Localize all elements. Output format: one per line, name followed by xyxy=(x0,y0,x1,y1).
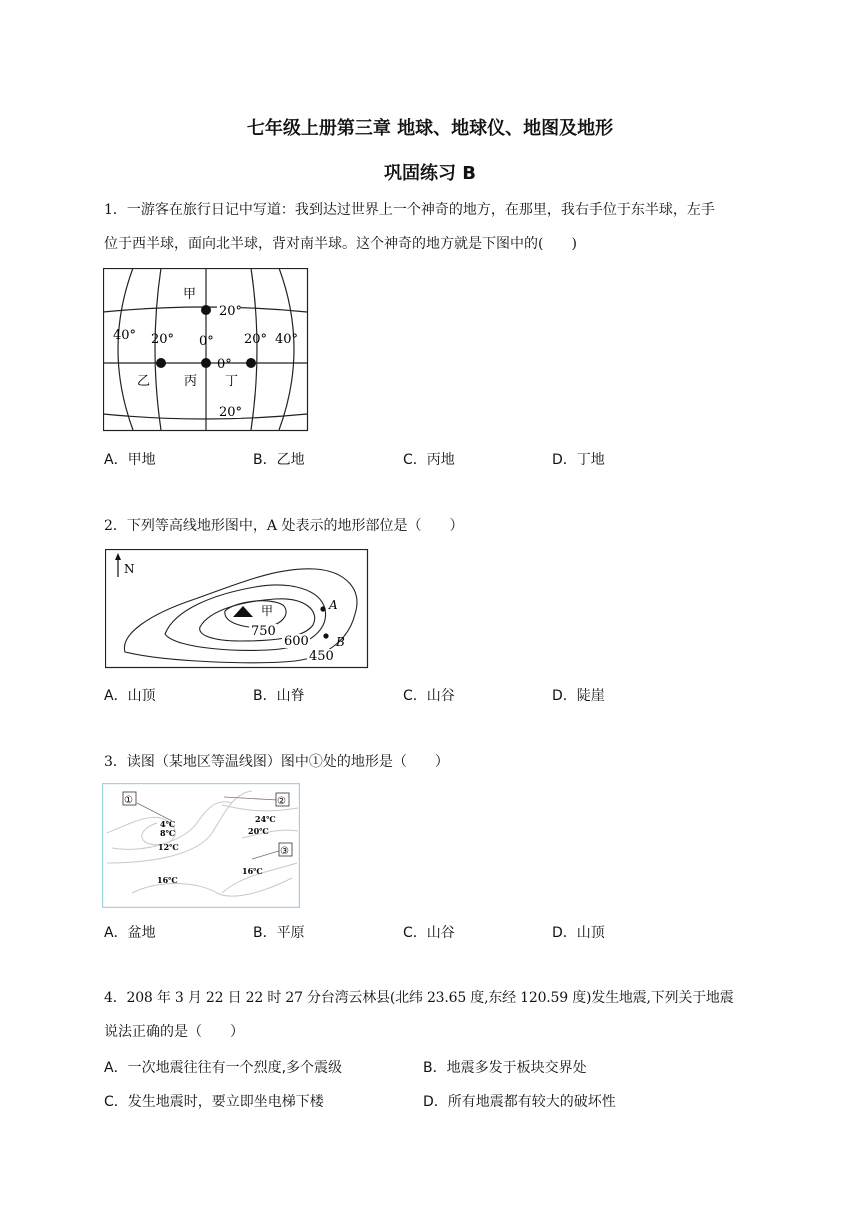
point-b xyxy=(323,633,328,638)
peak-triangle-icon xyxy=(233,606,253,617)
parallel-20s xyxy=(103,414,307,419)
q1-option-d[interactable]: D．丁地 xyxy=(552,452,605,468)
question-3-line-1: 3．读图（某地区等温线图）图中①处的地形是（ ） xyxy=(104,754,449,770)
q2-option-b[interactable]: B．山脊 xyxy=(253,688,305,704)
meridian-w40 xyxy=(118,268,133,430)
q2-option-d[interactable]: D．陡崖 xyxy=(552,688,605,704)
q1-lat-lon-grid-figure xyxy=(103,268,309,432)
temp-4: 4℃ xyxy=(160,819,176,829)
q3-option-b[interactable]: B．平原 xyxy=(253,925,305,941)
point-bing xyxy=(201,358,211,368)
label-bing: 丙 xyxy=(184,374,198,389)
label-lat-20s: 20° xyxy=(219,405,243,420)
q2-option-c[interactable]: C．山谷 xyxy=(403,688,455,704)
marker-1: ① xyxy=(124,795,133,806)
label-ding: 丁 xyxy=(225,374,239,389)
q1-option-b[interactable]: B．乙地 xyxy=(253,452,305,468)
meridian-w20 xyxy=(155,268,161,430)
label-lon-e20: 20° xyxy=(244,332,268,347)
q2-option-a[interactable]: A．山顶 xyxy=(104,688,156,704)
question-1-line-1: 1．一游客在旅行日记中写道：我到达过世界上一个神奇的地方，在那里，我右手位于东半球，左手 xyxy=(104,202,715,218)
peak-label: 甲 xyxy=(261,604,274,618)
temp-16-right: 16℃ xyxy=(242,866,263,876)
q4-option-b[interactable]: B．地震多发于板块交界处 xyxy=(423,1060,587,1076)
label-lon-0: 0° xyxy=(199,334,214,349)
q4-option-c[interactable]: C．发生地震时，要立即坐电梯下楼 xyxy=(104,1094,324,1110)
q1-option-a[interactable]: A．甲地 xyxy=(104,452,156,468)
contour-450-label: 450 xyxy=(309,649,334,664)
meridian-e40 xyxy=(279,268,294,430)
label-yi: 乙 xyxy=(137,374,151,389)
point-b-label: B xyxy=(336,635,345,649)
point-a-label: A xyxy=(329,598,338,612)
label-lon-w20: 20° xyxy=(151,332,175,347)
north-label: N xyxy=(124,562,135,576)
label-lon-w40: 40° xyxy=(113,328,137,343)
marker-2: ② xyxy=(277,796,286,807)
question-4-line-2: 说法正确的是（ ） xyxy=(104,1024,244,1040)
question-2-line-1: 2．下列等高线地形图中，A 处表示的地形部位是（ ） xyxy=(104,518,464,534)
label-jia: 甲 xyxy=(183,287,197,302)
temp-24: 24℃ xyxy=(255,814,276,824)
point-ding xyxy=(246,358,256,368)
point-yi xyxy=(156,358,166,368)
temp-12: 12℃ xyxy=(158,842,179,852)
q4-option-d[interactable]: D．所有地震都有较大的破坏性 xyxy=(423,1094,616,1110)
q4-option-a[interactable]: A．一次地震往往有一个烈度,多个震级 xyxy=(104,1060,343,1076)
page-title: 七年级上册第三章 地球、地球仪、地图及地形 xyxy=(246,118,614,139)
contour-750-label: 750 xyxy=(251,624,276,639)
q3-option-c[interactable]: C．山谷 xyxy=(403,925,455,941)
meridian-e20 xyxy=(251,268,257,430)
point-a xyxy=(320,606,325,611)
temp-20: 20℃ xyxy=(248,826,269,836)
q3-option-a[interactable]: A．盆地 xyxy=(104,925,156,941)
contour-600-label: 600 xyxy=(284,634,309,649)
q3-isotherm-map-figure xyxy=(102,783,300,908)
label-lat-0: 0° xyxy=(217,357,232,372)
question-4-line-1: 4．208 年 3 月 22 日 22 时 27 分台湾云林县(北纬 23.65 度,东经 120.59 度)发生地震,下列关于地震 xyxy=(104,990,734,1006)
marker-3: ③ xyxy=(280,846,289,857)
label-lon-e40: 40° xyxy=(275,332,299,347)
q1-option-c[interactable]: C．丙地 xyxy=(403,452,455,468)
temp-8: 8℃ xyxy=(160,828,176,838)
temp-16-left: 16℃ xyxy=(157,875,178,885)
label-lat-20n: 20° xyxy=(219,304,243,319)
point-jia xyxy=(201,305,211,315)
page-subtitle: 巩固练习 B xyxy=(384,163,476,184)
question-1-line-2: 位于西半球，面向北半球，背对南半球。这个神奇的地方就是下图中的( ) xyxy=(104,236,577,252)
q2-contour-map-figure xyxy=(105,549,369,669)
q3-option-d[interactable]: D．山顶 xyxy=(552,925,605,941)
